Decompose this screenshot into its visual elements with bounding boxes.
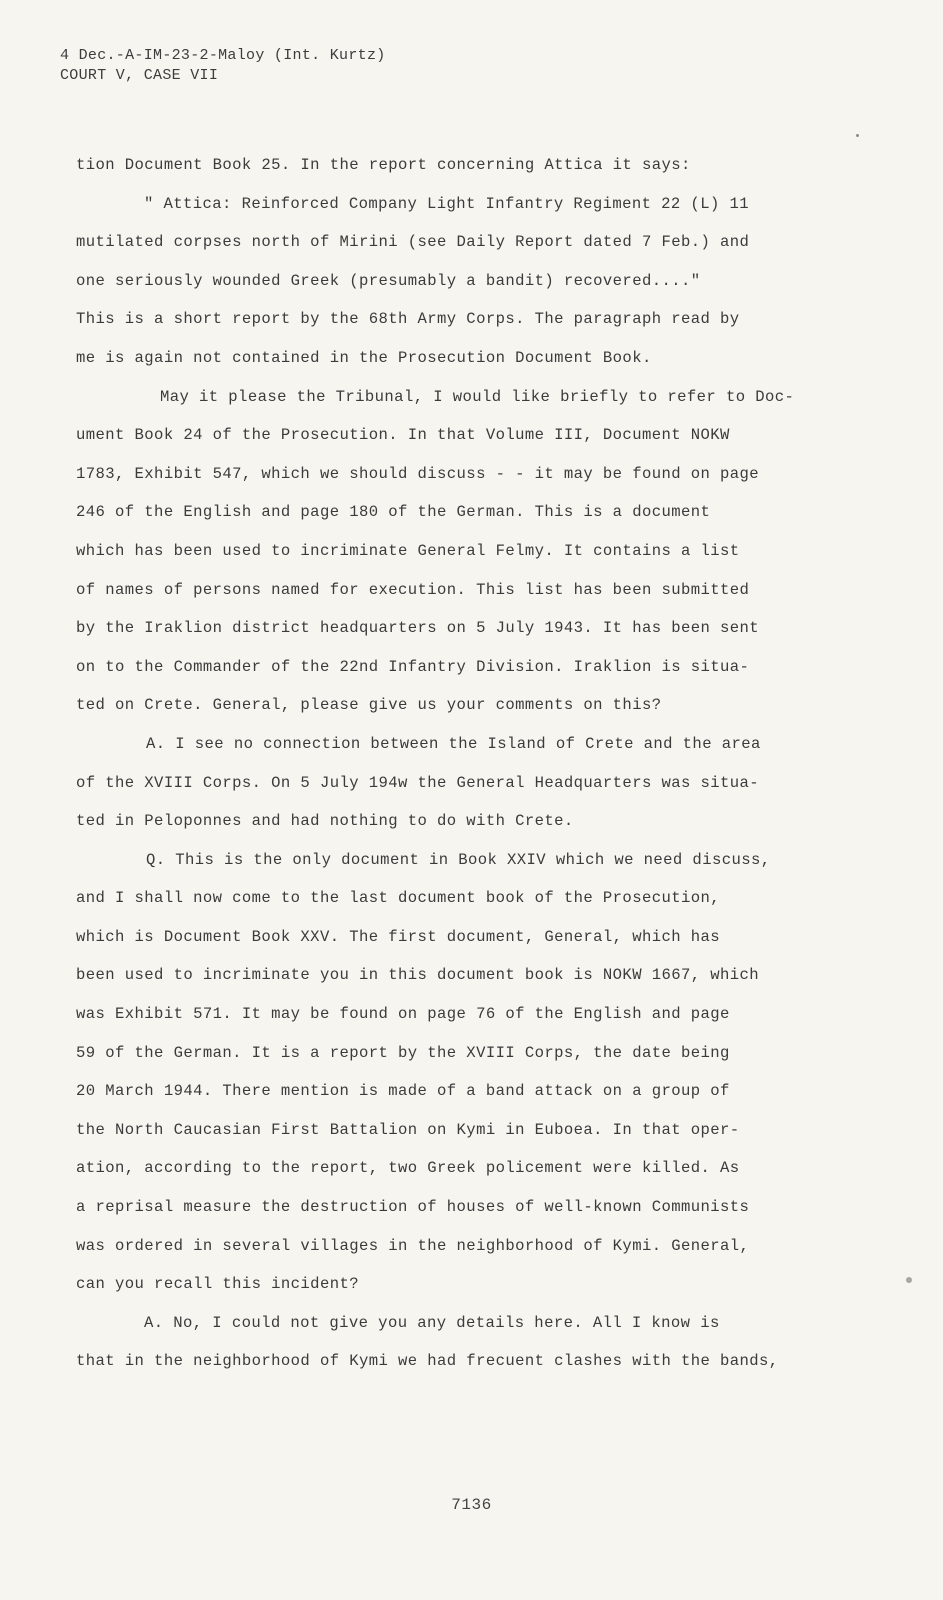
transcript-line: " Attica: Reinforced Company Light Infantry Regiment 22 (L) 11	[144, 194, 749, 213]
transcript-line: May it please the Tribunal, I would like briefly to refer to Doc-	[160, 387, 795, 406]
transcript-line: me is again not contained in the Prosecution Document Book.	[76, 348, 652, 367]
document-header	[60, 46, 386, 86]
transcript-line: 20 March 1944. There mention is made of a band attack on a group of	[76, 1082, 730, 1101]
header-case-line: COURT V, CASE VII	[60, 67, 219, 84]
transcript-body	[76, 146, 846, 1381]
transcript-line: was Exhibit 571. It may be found on page 76 of the English and page	[76, 1005, 730, 1024]
transcript-line: on to the Commander of the 22nd Infantry Division. Iraklion is situa-	[76, 657, 750, 676]
transcript-line: tion Document Book 25. In the report concerning Attica it says:	[76, 156, 691, 174]
transcript-line: which is Document Book XXV. The first document, General, which has	[76, 927, 721, 946]
transcript-line: that in the neighborhood of Kymi we had frecuent clashes with the bands,	[76, 1352, 779, 1371]
transcript-line: of the XVIII Corps. On 5 July 194w the General Headquarters was situa-	[76, 773, 760, 792]
transcript-line: ation, according to the report, two Greek policement were killed. As	[76, 1159, 740, 1178]
transcript-line: the North Caucasian First Battalion on Kymi in Euboea. In that oper-	[76, 1120, 740, 1139]
transcript-line: ted on Crete. General, please give us your comments on this?	[76, 696, 662, 715]
transcript-line: A. I see no connection between the Island of Crete and the area	[146, 734, 761, 753]
transcript-line: ument Book 24 of the Prosecution. In that Volume III, Document NOKW	[76, 426, 730, 445]
page-number: 7136	[451, 1496, 492, 1514]
transcript-line: been used to incriminate you in this document book is NOKW 1667, which	[76, 966, 760, 985]
paper-mark	[856, 134, 859, 137]
transcript-line: which has been used to incriminate General Felmy. It contains a list	[76, 541, 740, 560]
transcript-line: by the Iraklion district headquarters on 5 July 1943. It has been sent	[76, 619, 760, 638]
transcript-line: of names of persons named for execution. This list has been submitted	[76, 580, 750, 599]
transcript-line: was ordered in several villages in the neighborhood of Kymi. General,	[76, 1236, 750, 1255]
transcript-line: Q. This is the only document in Book XXIV which we need discuss,	[146, 850, 771, 869]
transcript-line: 1783, Exhibit 547, which we should discuss - - it may be found on page	[76, 464, 760, 483]
transcript-line: and I shall now come to the last document book of the Prosecution,	[76, 889, 721, 908]
transcript-line: A. No, I could not give you any details here. All I know is	[144, 1313, 720, 1332]
transcript-line: 246 of the English and page 180 of the German. This is a document	[76, 503, 711, 522]
transcript-line: mutilated corpses north of Mirini (see Daily Report dated 7 Feb.) and	[76, 233, 750, 252]
transcript-line: a reprisal measure the destruction of houses of well-known Communists	[76, 1198, 750, 1217]
transcript-line: one seriously wounded Greek (presumably a bandit) recovered...."	[76, 271, 701, 290]
transcript-line: can you recall this incident?	[76, 1275, 359, 1294]
header-session-line: 4 Dec.-A-IM-23-2-Maloy (Int. Kurtz)	[60, 47, 386, 64]
transcript-line: This is a short report by the 68th Army Corps. The paragraph read by	[76, 310, 740, 329]
transcript-line: ted in Peloponnes and had nothing to do with Crete.	[76, 812, 574, 831]
paper-speck	[906, 1277, 912, 1283]
transcript-line: 59 of the German. It is a report by the XVIII Corps, the date being	[76, 1043, 730, 1062]
